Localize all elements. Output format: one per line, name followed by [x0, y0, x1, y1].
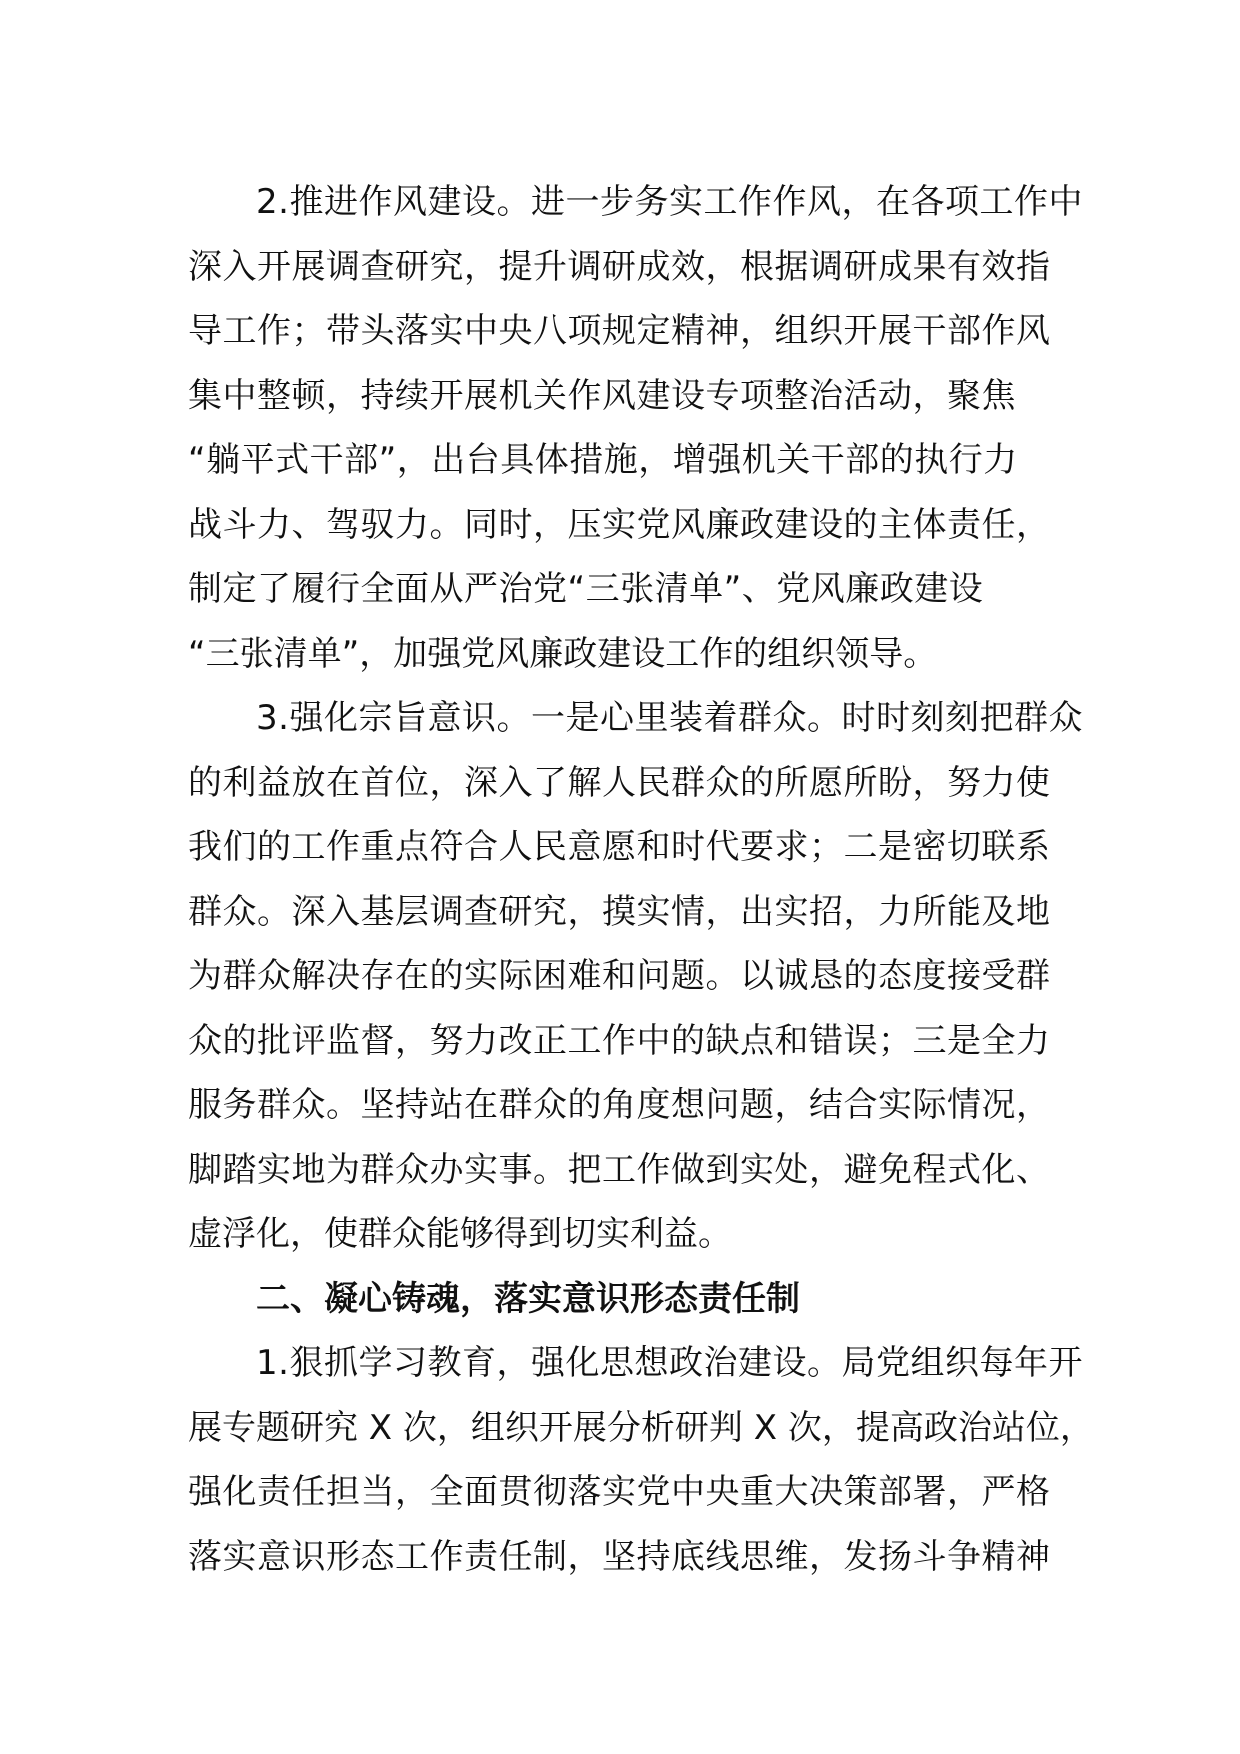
section-heading: 二、凝心铸魂，落实意识形态责任制: [256, 1278, 800, 1319]
paragraph-line: 落实意识形态工作责任制，坚持底线思维，发扬斗争精神: [188, 1536, 1051, 1577]
paragraph-line: 服务群众。坚持站在群众的角度想问题，结合实际情况，: [188, 1085, 1051, 1125]
paragraph-line: 展专题研究 X 次，组织开展分析研判 X 次，提高政治站位，: [188, 1407, 1094, 1448]
paragraph-line: 导工作；带头落实中央八项规定精神，组织开展干部作风: [188, 311, 1051, 351]
paragraph-line: 我们的工作重点符合人民意愿和时代要求；二是密切联系: [188, 827, 1051, 867]
paragraph-line: 的利益放在首位，深入了解人民群众的所愿所盼，努力使: [188, 762, 1051, 803]
document-body: [188, 170, 1094, 1589]
paragraph-line: 深入开展调查研究，提升调研成效，根据调研成果有效指: [188, 246, 1051, 287]
paragraph-line: 制定了履行全面从严治党“三张清单”、党风廉政建设: [188, 569, 984, 609]
paragraph-line: 为群众解决存在的实际困难和问题。以诚恳的态度接受群: [188, 956, 1051, 996]
paragraph-line: 群众。深入基层调查研究，摸实情，出实招，力所能及地: [188, 891, 1051, 932]
paragraph-line: “躺平式干部”，出台具体措施，增强机关干部的执行力: [188, 440, 1018, 480]
paragraph-line: 2.推进作风建设。进一步务实工作作风，在各项工作中: [256, 182, 1083, 222]
paragraph-line: 3.强化宗旨意识。一是心里装着群众。时时刻刻把群众: [256, 698, 1083, 738]
paragraph-line: 集中整顿，持续开展机关作风建设专项整治活动，聚焦: [188, 375, 1016, 416]
paragraph-line: 战斗力、驾驭力。同时，压实党风廉政建设的主体责任，: [188, 504, 1051, 545]
paragraph-line: 脚踏实地为群众办实事。把工作做到实处，避免程式化、: [188, 1149, 1051, 1190]
paragraph-line: 众的批评监督，努力改正工作中的缺点和错误；三是全力: [188, 1020, 1051, 1061]
paragraph-line: 1.狠抓学习教育，强化思想政治建设。局党组织每年开: [256, 1343, 1083, 1383]
paragraph-line: 强化责任担当，全面贯彻落实党中央重大决策部署，严格: [188, 1472, 1051, 1512]
paragraph-line: “三张清单”，加强党风廉政建设工作的组织领导。: [188, 633, 938, 674]
paragraph-line: 虚浮化，使群众能够得到切实利益。: [188, 1214, 732, 1254]
